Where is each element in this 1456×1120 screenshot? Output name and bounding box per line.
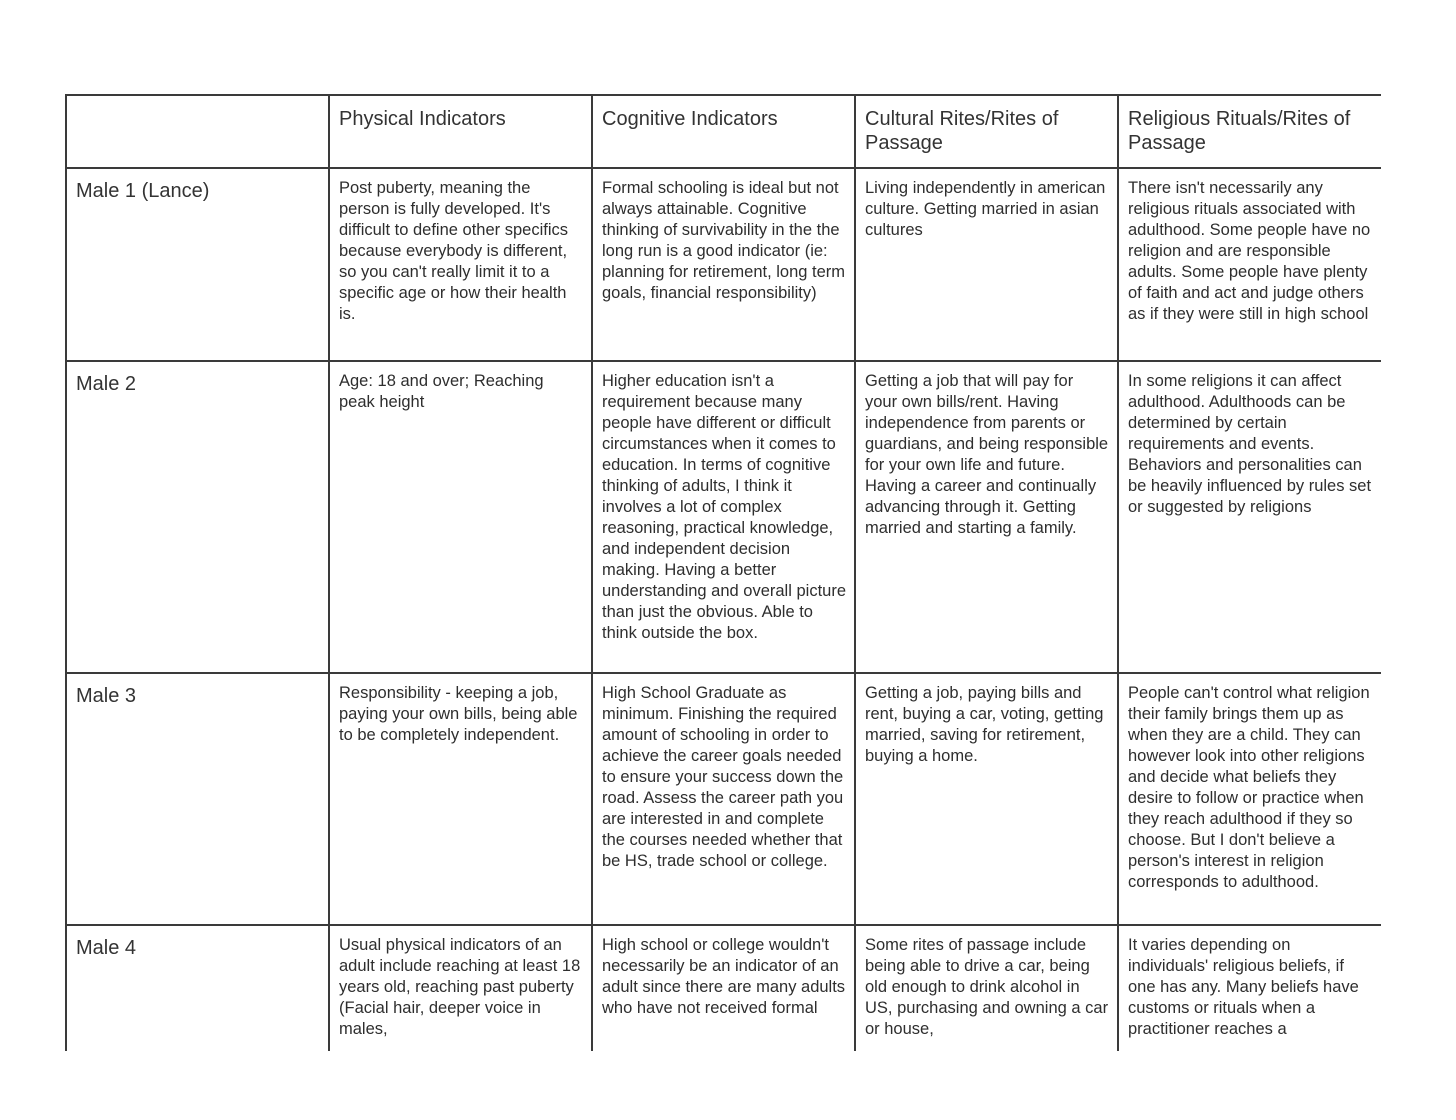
religious-cell: It varies depending on individuals' religious beliefs, if one has any. Many beliefs have customs or rituals when a practitioner reaches a (1118, 925, 1381, 1051)
header-cultural-rites: Cultural Rites/Rites of Passage (855, 95, 1118, 168)
header-row (66, 95, 1381, 168)
indicators-table-container (65, 94, 1381, 1051)
physical-cell: Age: 18 and over; Reaching peak height (329, 361, 592, 673)
cognitive-cell: High School Graduate as minimum. Finishing the required amount of schooling in order to achieve the career goals needed to ensure your success down the road. Assess the career path you are interested in and complete the courses needed whether that be HS, trade school or college. (592, 673, 855, 925)
physical-cell: Responsibility - keeping a job, paying your own bills, being able to be completely independent. (329, 673, 592, 925)
cognitive-cell: Formal schooling is ideal but not always attainable. Cognitive thinking of survivability in the the long run is a good indicator (ie: planning for retirement, long term goals, financial responsibility) (592, 168, 855, 361)
religious-cell: People can't control what religion their family brings them up as when they are a child. They can however look into other religions and decide what beliefs they desire to follow or practice when they reach adulthood if they so choose. But I don't believe a person's interest in religion corresponds to adulthood. (1118, 673, 1381, 925)
cultural-cell: Getting a job that will pay for your own bills/rent. Having independence from parents or guardians, and being responsible for your own life and future. Having a career and continually advancing through it. Getting married and starting a family. (855, 361, 1118, 673)
religious-cell: In some religions it can affect adulthood. Adulthoods can be determined by certain requirements and events. Behaviors and personalities can be heavily influenced by rules set or suggested by religions (1118, 361, 1381, 673)
physical-cell: Post puberty, meaning the person is fully developed. It's difficult to define other specifics because everybody is different, so you can't really limit it to a specific age or how their health is. (329, 168, 592, 361)
indicators-table (65, 94, 1381, 1051)
cognitive-cell: High school or college wouldn't necessarily be an indicator of an adult since there are many adults who have not received formal (592, 925, 855, 1051)
header-physical-indicators: Physical Indicators (329, 95, 592, 168)
cultural-cell: Getting a job, paying bills and rent, buying a car, voting, getting married, saving for retirement, buying a home. (855, 673, 1118, 925)
header-cognitive-indicators: Cognitive Indicators (592, 95, 855, 168)
row-label: Male 4 (66, 925, 329, 1051)
religious-cell: There isn't necessarily any religious rituals associated with adulthood. Some people have no religion and are responsible adults. Some people have plenty of faith and act and judge others as if they were still in high school (1118, 168, 1381, 361)
cultural-cell: Living independently in american culture. Getting married in asian cultures (855, 168, 1118, 361)
row-label: Male 3 (66, 673, 329, 925)
row-label: Male 1 (Lance) (66, 168, 329, 361)
row-label: Male 2 (66, 361, 329, 673)
physical-cell: Usual physical indicators of an adult include reaching at least 18 years old, reaching past puberty (Facial hair, deeper voice in males, (329, 925, 592, 1051)
header-religious-rituals: Religious Rituals/Rites of Passage (1118, 95, 1381, 168)
cognitive-cell: Higher education isn't a requirement because many people have different or difficult circumstances when it comes to education. In terms of cognitive thinking of adults, I think it involves a lot of complex reasoning, practical knowledge, and independent decision making. Having a better understanding and overall picture than just the obvious. Able to think outside the box. (592, 361, 855, 673)
header-corner-cell (66, 95, 329, 168)
table-row (66, 673, 1381, 925)
table-row (66, 168, 1381, 361)
table-row (66, 361, 1381, 673)
table-row (66, 925, 1381, 1051)
cultural-cell: Some rites of passage include being able to drive a car, being old enough to drink alcohol in US, purchasing and owning a car or house, (855, 925, 1118, 1051)
